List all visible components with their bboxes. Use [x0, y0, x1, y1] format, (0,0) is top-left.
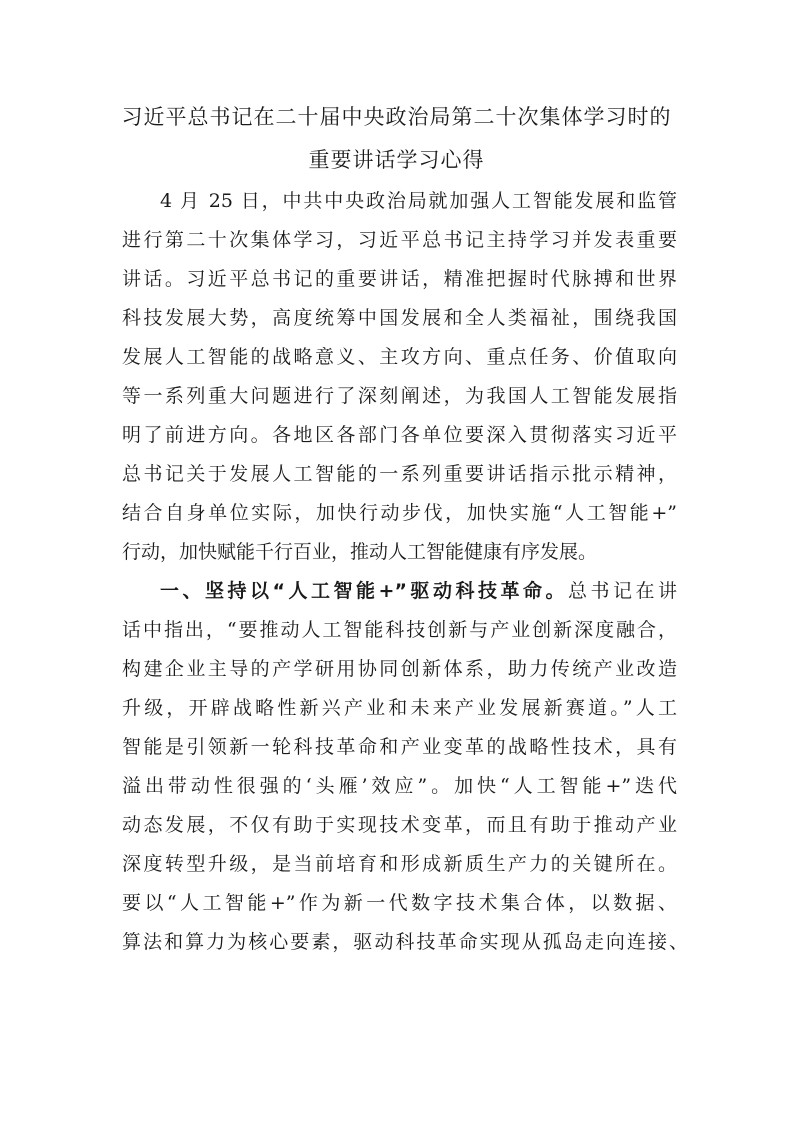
document-title-line-2: 重要讲话学习心得: [308, 148, 485, 172]
document-title-line-1: 习近平总书记在二十届中央政治局第二十次集体学习时的: [121, 105, 672, 129]
body-line: 结合自身单位实际，加快行动步伐，加快实施“人工智能+”: [122, 502, 677, 524]
body-line: 明了前进方向。各地区各部门各单位要深入贯彻落实习近平: [122, 424, 677, 446]
body-line: 要以“人工智能+”作为新一代数字技术集合体，以数据、: [122, 892, 677, 914]
body-line: 讲话。习近平总书记的重要讲话，精准把握时代脉搏和世界: [122, 268, 677, 290]
body-line: 溢出带动性很强的‘头雁’效应”。加快“人工智能+”迭代: [122, 775, 677, 797]
body-line: 智能是引领新一轮科技革命和产业变革的战略性技术，具有: [122, 736, 677, 758]
body-line: 科技发展大势，高度统筹中国发展和全人类福祉，围绕我国: [122, 307, 677, 329]
section-1-first-line-rest: 总书记在讲: [567, 580, 677, 602]
body-line: 行动，加快赋能千行百业，推动人工智能健康有序发展。: [122, 541, 598, 563]
body-line: 等一系列重大问题进行了深刻阐述，为我国人工智能发展指: [122, 385, 677, 407]
body-line: 算法和算力为核心要素，驱动科技革命实现从孤岛走向连接、: [122, 931, 688, 953]
body-line: 4 月 25 日，中共中央政治局就加强人工智能发展和监管: [160, 190, 677, 212]
body-line: 升级，开辟战略性新兴产业和未来产业发展新赛道。”人工: [122, 697, 677, 719]
section-1-first-line: [160, 573, 677, 610]
body-line: 发展人工智能的战略意义、主攻方向、重点任务、价值取向: [122, 346, 677, 368]
body-line: 进行第二十次集体学习，习近平总书记主持学习并发表重要: [122, 229, 677, 251]
body-line: 总书记关于发展人工智能的一系列重要讲话指示批示精神，: [122, 463, 677, 485]
body-line: 话中指出，“要推动人工智能科技创新与产业创新深度融合，: [122, 619, 677, 641]
section-1-heading: 一、坚持以“人工智能+”驱动科技革命。: [160, 580, 568, 602]
body-line: 深度转型升级，是当前培育和形成新质生产力的关键所在。: [122, 853, 677, 875]
body-line: 构建企业主导的产学研用协同创新体系，助力传统产业改造: [122, 658, 677, 680]
body-line: 动态发展，不仅有助于实现技术变革，而且有助于推动产业: [122, 814, 677, 836]
